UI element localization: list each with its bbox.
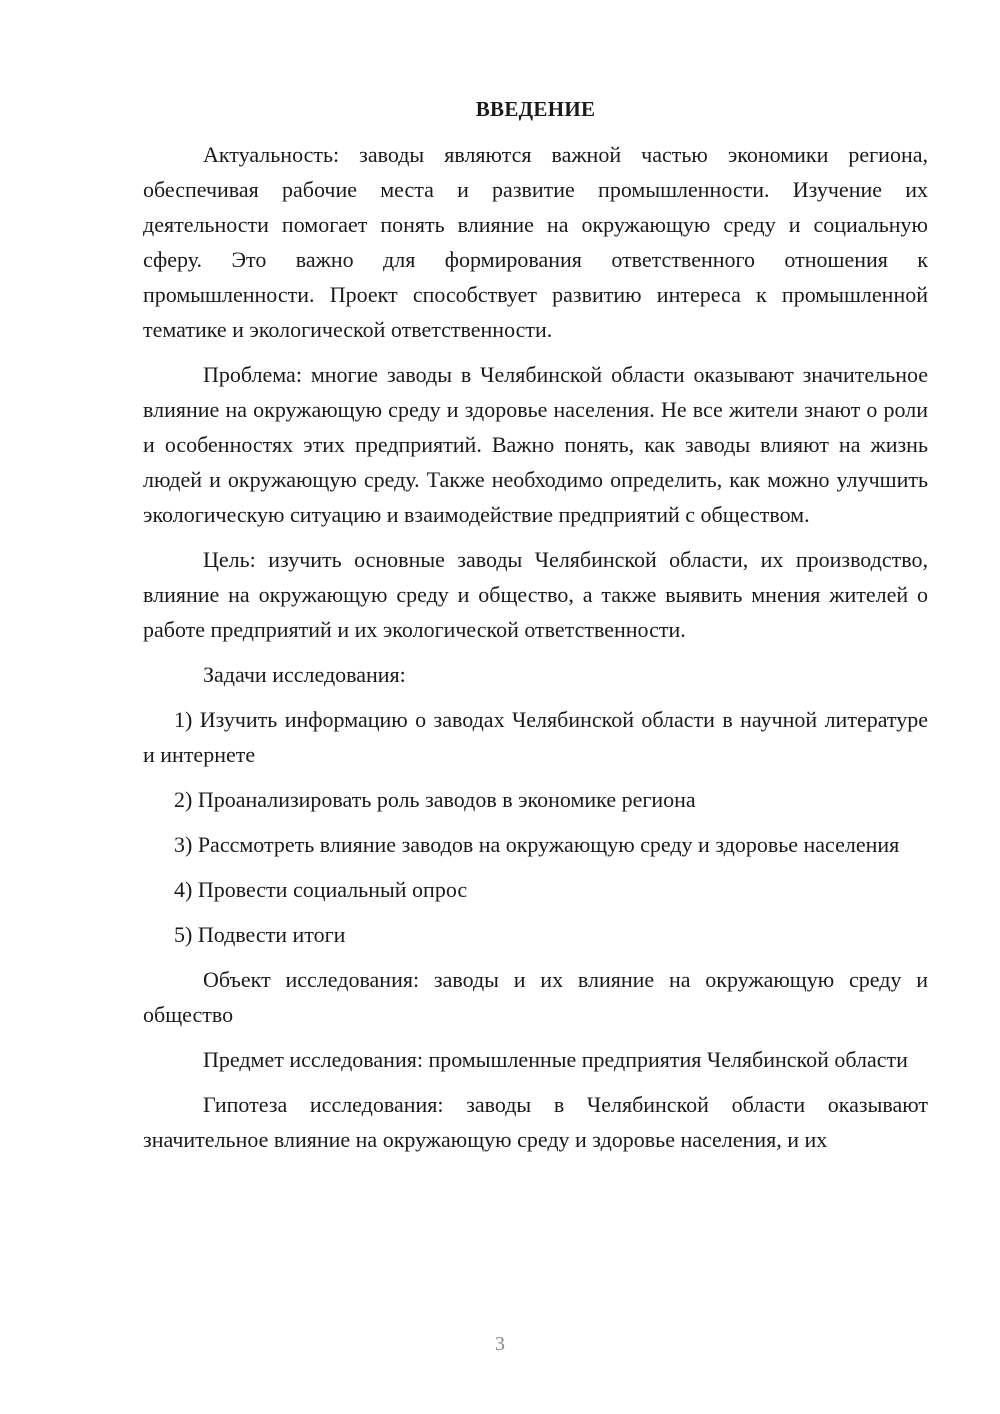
task-item-5: 5) Подвести итоги xyxy=(174,922,346,947)
task-item-4: 4) Провести социальный опрос xyxy=(174,877,468,902)
subject-paragraph: Предмет исследования: промышленные предприятия Челябинской области xyxy=(203,1047,908,1072)
problem-paragraph: Проблема: многие заводы в Челябинской области оказывают значительное влияние на окружающую среду и здоровье населения. Не все жители знают о роли и особенностях этих предприятий. Важно понять, как заводы влияют на жизнь людей и окружающую среду. Также необходимо определить, как можно улучшить экологическую ситуацию и взаимодействие предприятий с обществом. xyxy=(143,362,928,527)
relevance-paragraph: Актуальность: заводы являются важной частью экономики региона, обеспечивая рабочие места и развитие промышленности. Изучение их деятельности помогает понять влияние на окружающую среду и социальную сферу. Это важно для формирования ответственного отношения к промышленности. Проект способствует развитию интереса к промышленной тематике и экологической ответственности. xyxy=(143,142,928,342)
tasks-header: Задачи исследования: xyxy=(203,662,406,687)
goal-paragraph: Цель: изучить основные заводы Челябинской области, их производство, влияние на окружающую среду и общество, а также выявить мнения жителей о работе предприятий и их экологической ответственности. xyxy=(143,547,928,642)
page-number: 3 xyxy=(495,1333,505,1355)
section-title: ВВЕДЕНИЕ xyxy=(475,97,596,121)
hypothesis-paragraph: Гипотеза исследования: заводы в Челябинской области оказывают значительное влияние на окружающую среду и здоровье населения, и их xyxy=(143,1092,928,1152)
object-paragraph: Объект исследования: заводы и их влияние на окружающую среду и общество xyxy=(143,967,928,1027)
task-item-1: 1) Изучить информацию о заводах Челябинской области в научной литературе и интернете xyxy=(143,707,928,767)
page-content xyxy=(143,92,928,1167)
task-item-3: 3) Рассмотреть влияние заводов на окружающую среду и здоровье населения xyxy=(174,832,900,857)
task-item-2: 2) Проанализировать роль заводов в экономике региона xyxy=(174,787,696,812)
